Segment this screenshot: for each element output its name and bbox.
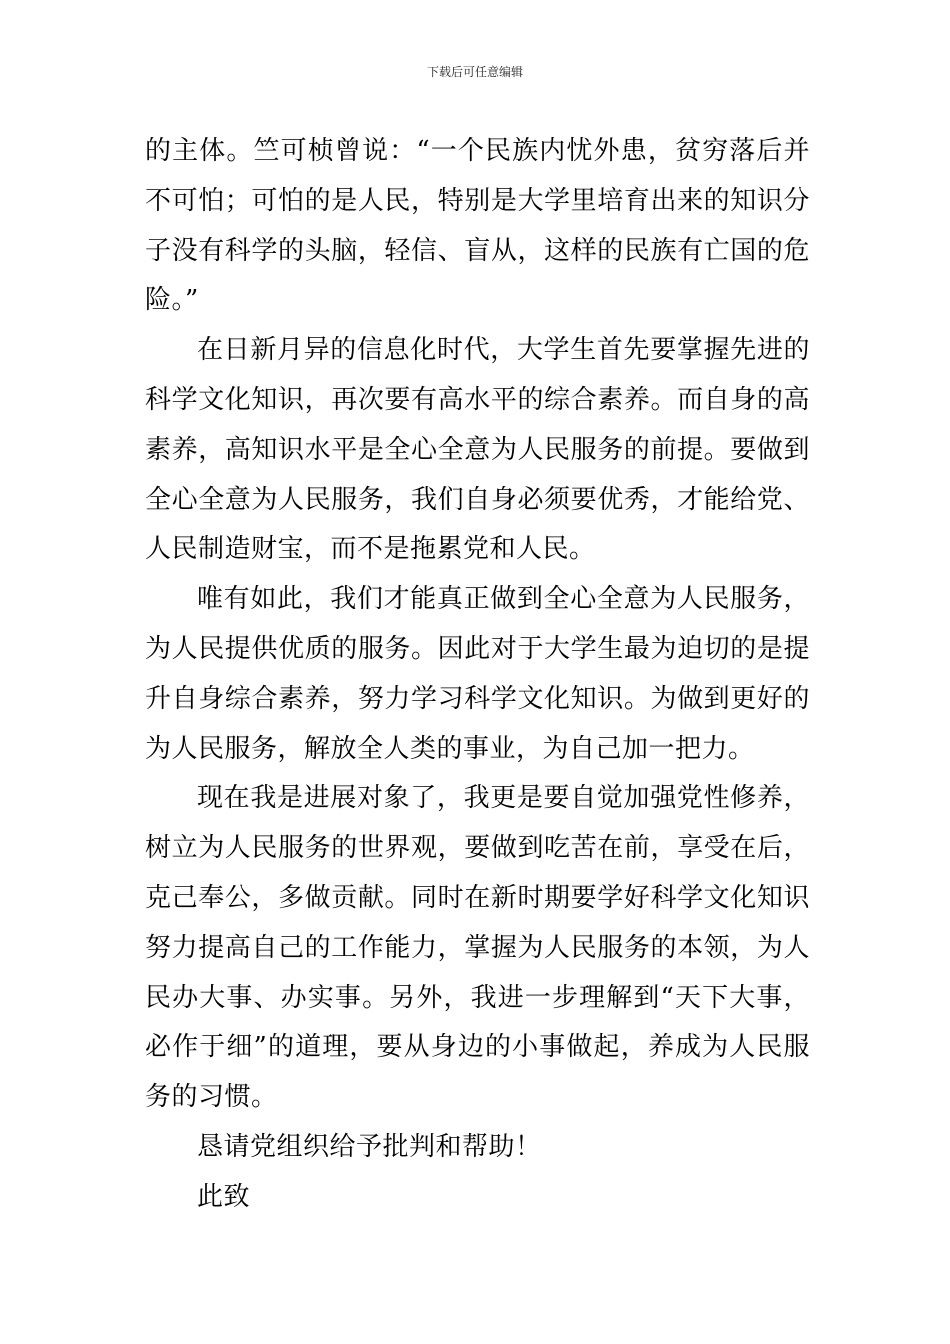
document-body: [145, 127, 810, 1223]
paragraph-3: 唯有如此，我们才能真正做到全心全意为人民服务，为人民提供优质的服务。因此对于大学生最为迫切的是提升自身综合素养，努力学习科学文化知识。为做到更好的为人民服务，解放全人类的事业，为自己加一把力。: [145, 584, 810, 764]
salutation: 此致: [197, 1181, 251, 1212]
page-header: 下载后可任意编辑: [426, 65, 523, 79]
paragraph-4: 现在我是进展对象了，我更是要自觉加强党性修养，树立为人民服务的世界观，要做到吃苦在前，享受在后，克己奉公，多做贡献。同时在新时期要学好科学文化知识努力提高自己的工作能力，掌握为人民服务的本领，为人民办大事、办实事。另外，我进一步理解到“天下大事，必作于细”的道理，要从身边的小事做起，养成为人民服务的习惯。: [145, 783, 810, 1113]
paragraph-1: 的主体。竺可桢曾说：“一个民族内忧外患，贫穷落后并不可怕；可怕的是人民，特别是大学里培育出来的知识分子没有科学的头脑，轻信、盲从，这样的民族有亡国的危险。”: [145, 136, 810, 316]
request-line: 恳请党组织给予批判和帮助！: [197, 1131, 542, 1162]
paragraph-2: 在日新月异的信息化时代，大学生首先要掌握先进的科学文化知识，再次要有高水平的综合素养。而自身的高素养，高知识水平是全心全意为人民服务的前提。要做到全心全意为人民服务，我们自身必须要优秀，才能给党、人民制造财宝，而不是拖累党和人民。: [145, 335, 810, 565]
